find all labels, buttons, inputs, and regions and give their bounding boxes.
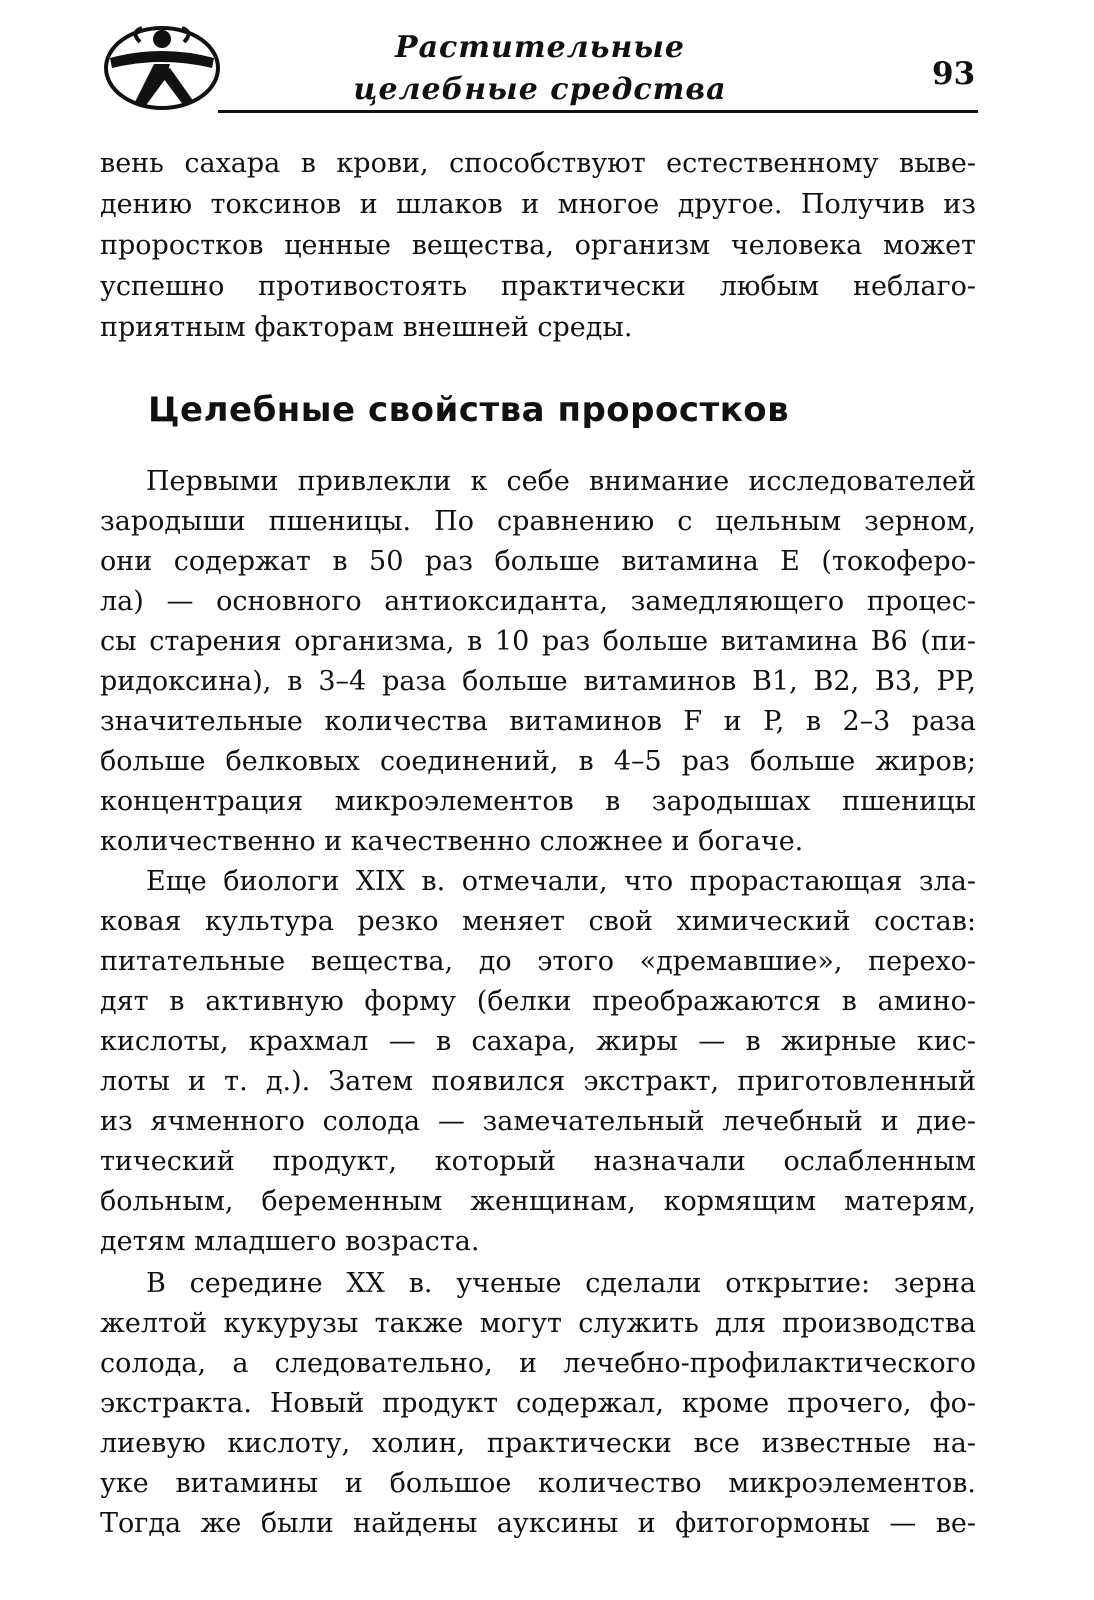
text-line: В середине XX в. ученые сделали открытие: зерна (146, 1268, 976, 1299)
text-line: Тогда же были найдены ауксины и фитогормоны — ве- (100, 1508, 976, 1539)
header-rule (218, 110, 978, 113)
text-line: питательные вещества, до этого «дремавшие», перехо- (100, 946, 976, 977)
text-line: сы старения организма, в 10 раз больше витамина B6 (пи- (100, 626, 976, 657)
page-number: 93 (932, 56, 976, 92)
text-line: уке витамины и большое количество микроэлементов. (100, 1468, 976, 1499)
text-line: ковая культура резко меняет свой химический состав: (100, 906, 976, 937)
text-line: зародыши пшеницы. По сравнению с цельным зерном, (100, 506, 976, 537)
text-line: кислоты, крахмал — в сахара, жиры — в жирные кис- (100, 1026, 976, 1057)
text-line: Первыми привлекли к себе внимание исследователей (146, 466, 976, 497)
text-line: вень сахара в крови, способствуют естественному выве- (100, 148, 976, 179)
running-title-line2: целебные средства (353, 72, 727, 107)
text-line: лоты и т. д.). Затем появился экстракт, приготовленный (100, 1066, 976, 1097)
text-line: дят в активную форму (белки преображаются в амино- (100, 986, 976, 1017)
text-line: лиевую кислоту, холин, практически все известные на- (100, 1428, 976, 1459)
running-title: Растительные (395, 30, 685, 65)
text-line: тический продукт, который назначали ослабленным (100, 1146, 976, 1177)
text-line: приятным факторам внешней среды. (100, 312, 633, 343)
text-line: концентрация микроэлементов в зародышах пшеницы (100, 786, 976, 817)
text-line: ла) — основного антиоксиданта, замедляющего процес- (100, 586, 976, 617)
text-line: экстракта. Новый продукт содержал, кроме прочего, фо- (100, 1388, 976, 1419)
text-line: значительные количества витаминов F и P, в 2–3 раза (100, 706, 976, 737)
text-line: ридоксина), в 3–4 раза больше витаминов B1, B2, B3, PP, (100, 666, 976, 697)
text-line: Еще биологи XIX в. отмечали, что прорастающая зла- (146, 866, 976, 897)
text-line: дению токсинов и шлаков и многое другое. Получив из (100, 189, 976, 220)
text-line: желтой кукурузы также могут служить для производства (100, 1308, 976, 1339)
text-line: успешно противостоять практически любым неблаго- (100, 271, 976, 302)
text-line: они содержат в 50 раз больше витамина E (токоферо- (100, 546, 976, 577)
text-line: солода, а следовательно, и лечебно-профилактического (100, 1348, 976, 1379)
text-line: проростков ценные вещества, организм человека может (100, 230, 976, 261)
text-line: из ячменного солода — замечательный лечебный и дие- (100, 1106, 976, 1137)
text-line: детям младшего возраста. (100, 1226, 480, 1257)
text-line: больным, беременным женщинам, кормящим матерям, (100, 1186, 976, 1217)
text-line: количественно и качественно сложнее и богаче. (100, 826, 804, 857)
section-heading: Целебные свойства проростков (148, 390, 790, 430)
text-line: больше белковых соединений, в 4–5 раз больше жиров; (100, 746, 976, 777)
stylized-human-figure-logo-icon (100, 22, 224, 114)
